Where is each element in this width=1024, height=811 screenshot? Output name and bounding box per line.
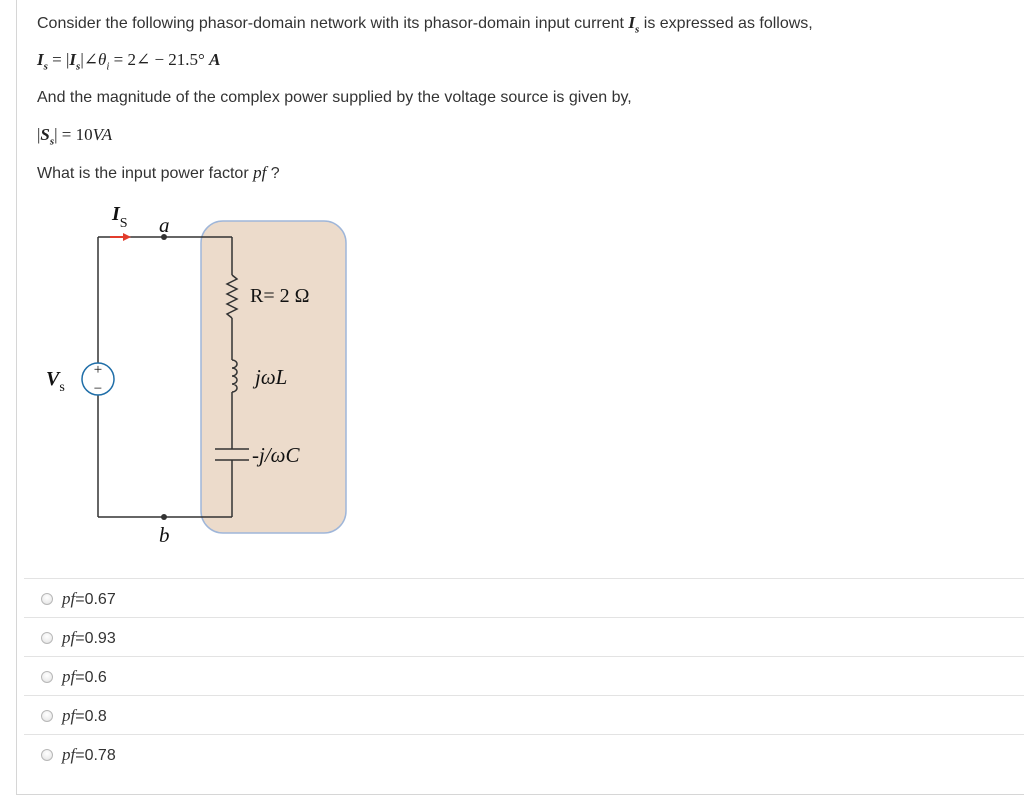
eq2-unit: VA [92,125,113,144]
option-label[interactable] [62,745,116,765]
power-sentence: And the magnitude of the complex power supplied by the voltage source is given by, [37,89,632,106]
prompt-text: What is the input power factor [37,165,249,182]
radio-button[interactable] [41,749,53,761]
eq1-mag-sub: s [76,60,81,73]
eq2-close: | = 10 [54,125,93,144]
eq2-open: | [37,125,41,144]
current-arrow [110,233,131,241]
prompt-end: ? [270,165,280,182]
eq2-symbol-sub: s [49,135,55,148]
option-row[interactable] [24,578,1024,617]
option-value: =0.78 [75,747,116,764]
option-row[interactable] [24,734,1024,773]
radio-button[interactable] [41,593,53,605]
intro-text: Consider the following phasor-domain network with its phasor-domain input current [37,15,624,32]
option-symbol: pf [62,745,76,764]
source-minus: − [93,381,103,397]
source-label: $V_s$ [46,368,65,395]
current-label: $I_S$ [112,203,128,231]
option-symbol: pf [62,667,76,686]
current-symbol: I [628,13,636,32]
option-label[interactable] [62,706,107,726]
option-value: =0.6 [75,669,107,686]
option-value: =0.8 [75,708,107,725]
eq1-mid1: = | [47,50,70,69]
resistor-label: R= 2 Ω [250,285,310,307]
radio-button[interactable] [41,710,53,722]
eq1-theta-sub: i [106,60,110,73]
node-b-label: b [159,523,170,547]
eq1-lhs-sub: s [43,60,48,73]
option-symbol: pf [62,589,76,608]
option-label[interactable] [62,667,107,687]
source-plus: + [93,362,103,378]
option-value: =0.93 [75,630,116,647]
eq1-mag: I [69,50,77,69]
eq2-symbol: S [40,125,50,144]
node-b-dot [161,514,167,520]
eq1-mid2: |∠ [80,50,98,69]
radio-button[interactable] [41,632,53,644]
intro-tail-text: is expressed as follows, [643,15,813,32]
option-label[interactable] [62,628,116,648]
option-row[interactable] [24,656,1024,695]
prompt-symbol: pf [253,163,267,182]
radio-button[interactable] [41,671,53,683]
eq1-rhs: = 2∠ − 21.5° [109,50,205,69]
eq1-lhs: I [37,50,44,69]
option-symbol: pf [62,628,76,647]
option-row[interactable] [24,695,1024,734]
option-symbol: pf [62,706,76,725]
current-symbol-sub: s [635,23,640,36]
node-a-label: a [159,213,170,237]
eq1-theta: θ [97,50,107,69]
option-label[interactable] [62,589,116,609]
option-row[interactable] [24,617,1024,656]
capacitor-label: -j/ωC [252,443,300,467]
option-value: =0.67 [75,591,116,608]
eq1-unit: A [209,50,221,69]
inductor-label: jωL [255,365,288,389]
